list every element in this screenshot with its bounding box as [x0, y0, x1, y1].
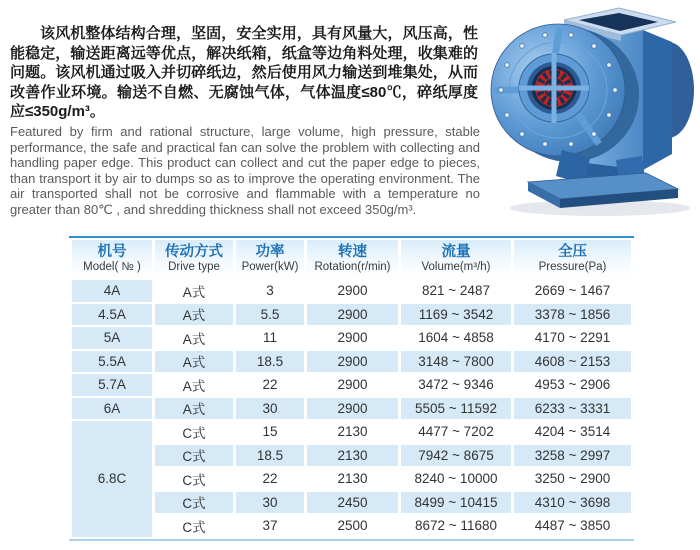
- table-cell-volume: 5505 ~ 11592: [401, 398, 511, 420]
- table-cell-drive: C式: [155, 421, 233, 443]
- table-cell-pressure: 3258 ~ 2997: [514, 445, 631, 467]
- table-cell-drive: C式: [155, 492, 233, 514]
- table-cell-rotation: 2900: [307, 327, 398, 349]
- table-row: [72, 492, 631, 514]
- table-cell-pressure: 4204 ~ 3514: [514, 421, 631, 443]
- table-cell-pressure: 6233 ~ 3331: [514, 398, 631, 420]
- table-row: [72, 351, 631, 373]
- table-cell-drive: C式: [155, 445, 233, 467]
- table-cell-volume: 3148 ~ 7800: [401, 351, 511, 373]
- header-pressure-zh: 全压: [558, 244, 587, 260]
- table-row: [72, 421, 631, 443]
- table-cell-power: 30: [236, 492, 304, 514]
- table-cell-rotation: 2900: [307, 374, 398, 396]
- table-cell-model: 5A: [72, 327, 152, 349]
- table-cell-volume: 8499 ~ 10415: [401, 492, 511, 514]
- table-cell-rotation: 2450: [307, 492, 398, 514]
- intro-paragraph-zh: 该风机整体结构合理，坚固，安全实用，具有风量大，风压高，性能稳定，输送距离远等优点，解决纸箱，纸盒等边角料处理，收集难的问题。该风机通过吸入并切碎纸边，然后使用风力输送到堆集处，从而改善作业环境。输送不自燃、无腐蚀气体，气体温度≤80℃，碎纸厚度应≤350g/m³。: [10, 25, 478, 120]
- table-row: [72, 327, 631, 349]
- table-cell-rotation: 2500: [307, 515, 398, 537]
- header-power: [236, 240, 304, 278]
- table-row: [72, 445, 631, 467]
- table-row: [72, 515, 631, 537]
- table-cell-power: 11: [236, 327, 304, 349]
- table-cell-power: 18.5: [236, 351, 304, 373]
- product-image: [478, 2, 700, 220]
- table-cell-rotation: 2900: [307, 351, 398, 373]
- centrifugal-fan-image: [478, 2, 700, 220]
- header-power-en: Power(kW): [241, 261, 299, 273]
- table-cell-pressure: 4487 ~ 3850: [514, 515, 631, 537]
- table-row: [72, 374, 631, 396]
- header-model-zh: 机号: [97, 244, 127, 260]
- table-cell-model: 5.5A: [72, 351, 152, 373]
- header-pressure-en: Pressure(Pa): [538, 261, 607, 273]
- table-cell-power: 37: [236, 515, 304, 537]
- table-cell-volume: 8672 ~ 11680: [401, 515, 511, 537]
- table-cell-drive: A式: [155, 327, 233, 349]
- table-cell-pressure: 3378 ~ 1856: [514, 304, 631, 326]
- table-row: [72, 304, 631, 326]
- table-cell-pressure: 4953 ~ 2906: [514, 374, 631, 396]
- table-cell-drive: C式: [155, 468, 233, 490]
- table-cell-volume: 8240 ~ 10000: [401, 468, 511, 490]
- header-volume-en: Volume(m³/h): [421, 261, 491, 273]
- header-volume-zh: 流量: [441, 244, 471, 260]
- table-cell-model: 4.5A: [72, 304, 152, 326]
- header-drive-type-zh: 传动方式: [165, 244, 223, 260]
- table-header-row: [72, 240, 631, 278]
- table-row: [72, 280, 631, 302]
- table-cell-model: 6A: [72, 398, 152, 420]
- table-cell-power: 15: [236, 421, 304, 443]
- spec-table: [69, 236, 634, 541]
- table-cell-drive: A式: [155, 398, 233, 420]
- header-drive-type: [155, 240, 233, 278]
- table-cell-volume: 7942 ~ 8675: [401, 445, 511, 467]
- intro-paragraph-en: Featured by firm and rational structure, large volume, high pressure, stable performance, the safe and practical fan can solve the problem with collecting and handling paper edge. This product can collect and cut the paper edge to pieces, than transport it by air to dumps so as to improve the operating environment. The air transported shall not be corrosive and flammable with a temperature no greater than 80℃ , and shredding thickness shall not exceed 350g/m³.: [10, 124, 480, 217]
- table-cell-model: 4A: [72, 280, 152, 302]
- table-cell-rotation: 2130: [307, 445, 398, 467]
- table-cell-drive: A式: [155, 374, 233, 396]
- table-cell-power: 22: [236, 468, 304, 490]
- table-cell-power: 18.5: [236, 445, 304, 467]
- table-cell-drive: A式: [155, 304, 233, 326]
- table-cell-pressure: 4170 ~ 2291: [514, 327, 631, 349]
- table-cell-pressure: 2669 ~ 1467: [514, 280, 631, 302]
- header-power-zh: 功率: [255, 244, 285, 260]
- header-rotation-zh: 转速: [338, 244, 367, 260]
- table-cell-volume: 1604 ~ 4858: [401, 327, 511, 349]
- table-cell-rotation: 2900: [307, 280, 398, 302]
- header-rotation-en: Rotation(r/min): [314, 261, 391, 273]
- table-cell-volume: 821 ~ 2487: [401, 280, 511, 302]
- table-cell-volume: 1169 ~ 3542: [401, 304, 511, 326]
- table-body: [72, 280, 631, 537]
- table-cell-model: 6.8C: [72, 421, 152, 537]
- table-cell-volume: 4477 ~ 7202: [401, 421, 511, 443]
- table-cell-power: 22: [236, 374, 304, 396]
- table-cell-power: 5.5: [236, 304, 304, 326]
- header-model: [72, 240, 152, 278]
- header-rotation: [307, 240, 398, 278]
- table-cell-rotation: 2900: [307, 304, 398, 326]
- table-cell-drive: C式: [155, 515, 233, 537]
- table-cell-power: 3: [236, 280, 304, 302]
- header-model-en: Model( № ): [83, 261, 141, 273]
- table-cell-power: 30: [236, 398, 304, 420]
- table-cell-rotation: 2900: [307, 398, 398, 420]
- spec-table-section: [69, 236, 636, 541]
- table-cell-pressure: 3250 ~ 2900: [514, 468, 631, 490]
- header-drive-type-en: Drive type: [168, 261, 220, 273]
- table-cell-drive: A式: [155, 280, 233, 302]
- table-cell-drive: A式: [155, 351, 233, 373]
- table-cell-pressure: 4310 ~ 3698: [514, 492, 631, 514]
- table-row: [72, 398, 631, 420]
- table-cell-volume: 3472 ~ 9346: [401, 374, 511, 396]
- table-cell-rotation: 2130: [307, 468, 398, 490]
- table-row: [72, 468, 631, 490]
- header-volume: [401, 240, 511, 278]
- header-pressure: [514, 240, 631, 278]
- table-cell-model: 5.7A: [72, 374, 152, 396]
- table-cell-pressure: 4608 ~ 2153: [514, 351, 631, 373]
- table-cell-rotation: 2130: [307, 421, 398, 443]
